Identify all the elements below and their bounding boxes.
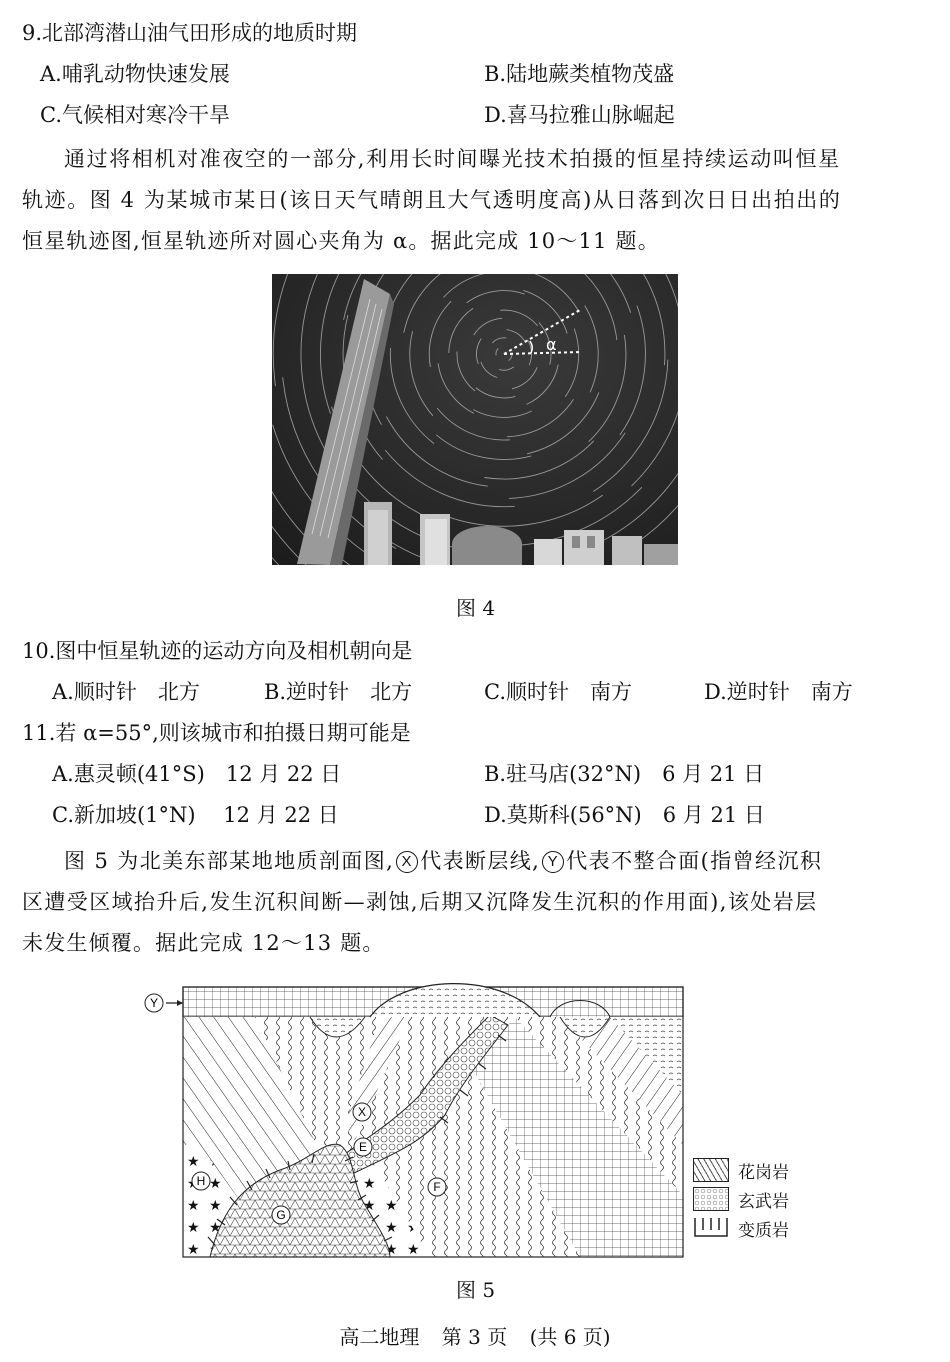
q9-option-d: D.喜马拉雅山脉崛起: [484, 103, 675, 127]
intro2-text-a: 图 5 为北美东部某地地质剖面图,: [64, 849, 395, 873]
footer-subject: 高二地理: [339, 1325, 420, 1349]
q11-option-d: D.莫斯科(56°N) 6 月 21 日: [484, 803, 765, 827]
legend-granite-label: 花岗岩: [738, 1163, 789, 1183]
fig5-caption: 图 5: [456, 1278, 496, 1302]
label-e: [354, 1138, 372, 1156]
label-y: [145, 994, 163, 1012]
q11-stem: 11.若 α=55°,则该城市和拍摄日期可能是: [22, 721, 411, 745]
intro2-text-c: 代表不整合面(指曾经沉积: [566, 849, 823, 873]
fig4-caption: 图 4: [456, 596, 496, 620]
intro2-line1: [64, 848, 822, 874]
q10-option-a: A.顺时针 北方: [52, 680, 200, 704]
y-mark-inline: Y: [542, 851, 564, 873]
svg-text:H: H: [196, 1174, 206, 1188]
legend-metamorphic-label: 变质岩: [738, 1221, 789, 1241]
legend-basalt-swatch: [693, 1187, 729, 1211]
label-g: [272, 1206, 290, 1224]
intro1-line3: 恒星轨迹图,恒星轨迹所对圆心夹角为 α。据此完成 10～11 题。: [22, 229, 660, 253]
intro2-line3: 未发生倾覆。据此完成 12～13 题。: [22, 931, 385, 955]
q9-option-b: B.陆地蕨类植物茂盛: [484, 62, 675, 86]
svg-text:F: F: [433, 1180, 441, 1194]
legend-basalt-label: 玄武岩: [738, 1192, 789, 1212]
x-mark-inline: X: [396, 851, 418, 873]
legend-metamorphic-swatch: [693, 1216, 729, 1238]
q9-option-a: A.哺乳动物快速发展: [40, 62, 230, 86]
q11-option-a: A.惠灵顿(41°S) 12 月 22 日: [52, 762, 342, 786]
q10-option-b: B.逆时针 北方: [264, 680, 413, 704]
svg-text:G: G: [276, 1208, 286, 1222]
q9-stem: 9.北部湾潜山油气田形成的地质时期: [22, 21, 358, 45]
svg-text:E: E: [358, 1140, 368, 1154]
intro2-line2: 区遭受区域抬升后,发生沉积间断—剥蚀,后期又沉降发生沉积的作用面),该处岩层: [22, 890, 818, 914]
page-footer: [0, 1321, 950, 1350]
svg-text:Y: Y: [149, 996, 159, 1010]
q9-option-c: C.气候相对寒冷干旱: [40, 103, 230, 127]
intro2-text-b: 代表断层线,: [420, 849, 541, 873]
q10-stem: 10.图中恒星轨迹的运动方向及相机朝向是: [22, 639, 413, 663]
angle-alpha-label: α: [546, 335, 557, 354]
label-x: [353, 1103, 371, 1121]
legend-granite-swatch: [693, 1158, 729, 1182]
intro1-line1: 通过将相机对准夜空的一部分,利用长时间曝光技术拍摄的恒星持续运动叫恒星: [64, 147, 841, 171]
q10-option-d: D.逆时针 南方: [704, 680, 853, 704]
q11-option-c: C.新加坡(1°N) 12 月 22 日: [52, 803, 339, 827]
q11-option-b: B.驻马店(32°N) 6 月 21 日: [484, 762, 765, 786]
q10-option-c: C.顺时针 南方: [484, 680, 632, 704]
footer-total: (共 6 页): [529, 1325, 611, 1349]
intro1-line2: 轨迹。图 4 为某城市某日(该日天气晴朗且大气透明度高)从日落到次日日出拍出的: [22, 188, 842, 212]
footer-page: 第 3 页: [441, 1325, 508, 1349]
svg-text:X: X: [357, 1105, 367, 1119]
label-h: [192, 1172, 210, 1190]
star-trail-photo: [272, 274, 678, 565]
label-f: [428, 1178, 446, 1196]
